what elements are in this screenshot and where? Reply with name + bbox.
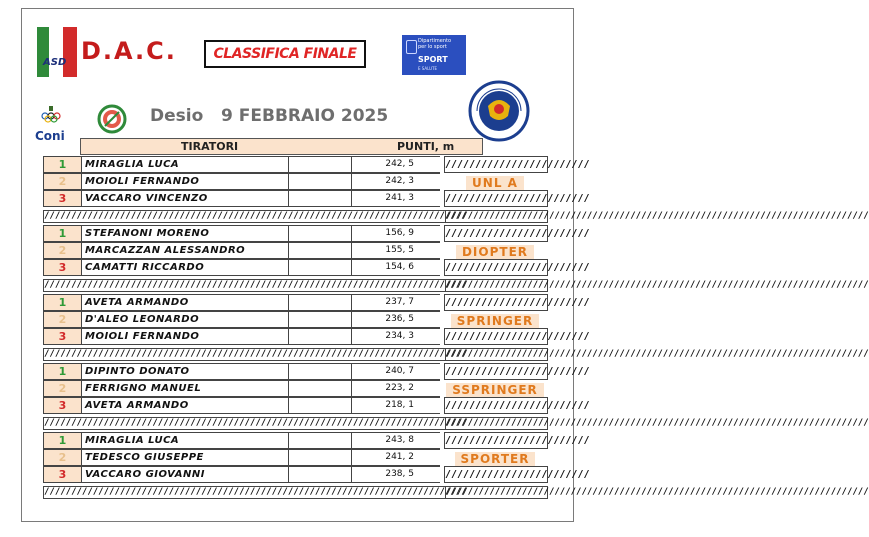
club-name: D.A.C. bbox=[81, 37, 177, 65]
category-name: DIOPTER bbox=[456, 245, 534, 259]
dip-line1: Dipartimento bbox=[418, 38, 452, 44]
header-punti: PUNTI, m bbox=[397, 140, 455, 153]
blank-cell bbox=[288, 260, 351, 275]
group-separator: ////////////////////////////////////////////////////////////////////////////// ////////////////////////////////////////////////////////////////////////////// bbox=[44, 418, 869, 428]
group-separator: ////////////////////////////////////////////////////////////////////////////// ////////////////////////////////////////////////////////////////////////////// bbox=[44, 349, 869, 359]
points-cell: 238, 5 bbox=[351, 467, 441, 482]
category-label bbox=[451, 382, 539, 397]
rank-cell: 2 bbox=[58, 244, 67, 257]
emblem-icon bbox=[406, 40, 417, 54]
dipartimento-sport-logo bbox=[402, 35, 466, 75]
points-cell: 155, 5 bbox=[351, 243, 441, 258]
table-row bbox=[43, 363, 440, 380]
coni-label: Coni bbox=[35, 129, 65, 143]
points-cell: 156, 9 bbox=[351, 226, 441, 241]
shooter-name: MARCAZZAN ALESSANDRO bbox=[81, 243, 288, 258]
rank-cell: 2 bbox=[58, 451, 67, 464]
category-label bbox=[451, 451, 539, 466]
shooter-name: MIRAGLIA LUCA bbox=[81, 157, 288, 172]
blank-cell bbox=[288, 364, 351, 379]
side-separator: //////////////////////// bbox=[444, 294, 548, 311]
rank-cell: 2 bbox=[58, 175, 67, 188]
side-separator: //////////////////////// bbox=[444, 432, 548, 449]
event-location: Desio bbox=[150, 106, 204, 126]
shooter-name: TEDESCO GIUSEPPE bbox=[81, 450, 288, 465]
shooter-name: AVETA ARMANDO bbox=[81, 398, 288, 413]
table-row bbox=[43, 432, 440, 449]
category-label bbox=[451, 313, 539, 328]
coni-logo bbox=[33, 106, 69, 142]
banner-title: CLASSIFICA FINALE bbox=[213, 46, 357, 62]
rank-cell: 1 bbox=[58, 158, 67, 171]
event-title bbox=[150, 106, 388, 126]
table-row bbox=[43, 449, 440, 466]
blank-cell bbox=[288, 398, 351, 413]
header-tiratori: TIRATORI bbox=[181, 140, 239, 153]
libertas-logo-icon bbox=[468, 80, 530, 142]
rank-cell: 3 bbox=[58, 261, 67, 274]
event-date: 9 FEBBRAIO 2025 bbox=[221, 106, 389, 126]
shooter-name: DIPINTO DONATO bbox=[81, 364, 288, 379]
points-cell: 237, 7 bbox=[351, 295, 441, 310]
category-name: UNL A bbox=[466, 176, 524, 190]
rank-cell: 3 bbox=[58, 192, 67, 205]
points-cell: 240, 7 bbox=[351, 364, 441, 379]
table-row bbox=[43, 328, 440, 345]
table-row bbox=[43, 259, 440, 276]
shooter-name: VACCARO GIOVANNI bbox=[81, 467, 288, 482]
category-label bbox=[451, 244, 539, 259]
blank-cell bbox=[288, 174, 351, 189]
rank-cell: 2 bbox=[58, 382, 67, 395]
category-group bbox=[43, 294, 590, 348]
points-cell: 243, 8 bbox=[351, 433, 441, 448]
asd-label: ASD bbox=[43, 57, 67, 68]
side-separator: //////////////////////// bbox=[444, 397, 548, 414]
dip-salute: E SALUTE bbox=[418, 66, 438, 71]
rank-cell: 3 bbox=[58, 468, 67, 481]
side-separator: //////////////////////// bbox=[444, 190, 548, 207]
table-row bbox=[43, 397, 440, 414]
rank-cell: 3 bbox=[58, 330, 67, 343]
points-cell: 242, 5 bbox=[351, 157, 441, 172]
points-cell: 218, 1 bbox=[351, 398, 441, 413]
points-cell: 236, 5 bbox=[351, 312, 441, 327]
dip-line2: per lo sport bbox=[418, 44, 447, 50]
group-separator: ////////////////////////////////////////////////////////////////////////////// ////////////////////////////////////////////////////////////////////////////// bbox=[44, 487, 869, 497]
points-cell: 241, 3 bbox=[351, 191, 441, 206]
side-separator: //////////////////////// bbox=[444, 225, 548, 242]
category-group bbox=[43, 363, 590, 417]
table-row bbox=[43, 190, 440, 207]
side-separator: //////////////////////// bbox=[444, 259, 548, 276]
category-name: SSPRINGER bbox=[446, 383, 544, 397]
group-separator: ////////////////////////////////////////////////////////////////////////////// ////////////////////////////////////////////////////////////////////////////// bbox=[44, 280, 869, 290]
banner-box bbox=[204, 40, 366, 68]
rank-cell: 1 bbox=[58, 365, 67, 378]
rank-cell: 2 bbox=[58, 313, 67, 326]
table-header bbox=[80, 138, 483, 155]
points-cell: 241, 2 bbox=[351, 450, 441, 465]
federation-logo-icon bbox=[97, 104, 127, 134]
side-separator: //////////////////////// bbox=[444, 328, 548, 345]
rank-cell: 3 bbox=[58, 399, 67, 412]
shooter-name: FERRIGNO MANUEL bbox=[81, 381, 288, 396]
points-cell: 234, 3 bbox=[351, 329, 441, 344]
shooter-name: CAMATTI RICCARDO bbox=[81, 260, 288, 275]
side-separator: //////////////////////// bbox=[444, 363, 548, 380]
category-group bbox=[43, 432, 590, 486]
rank-cell: 1 bbox=[58, 296, 67, 309]
dip-sport: SPORT bbox=[418, 55, 448, 64]
table-row bbox=[43, 380, 440, 397]
shooter-name: MOIOLI FERNANDO bbox=[81, 329, 288, 344]
group-separator: ////////////////////////////////////////////////////////////////////////////// ////////////////////////////////////////////////////////////////////////////// bbox=[44, 211, 869, 221]
blank-cell bbox=[288, 157, 351, 172]
blank-cell bbox=[288, 295, 351, 310]
blank-cell bbox=[288, 191, 351, 206]
points-cell: 154, 6 bbox=[351, 260, 441, 275]
category-label bbox=[451, 175, 539, 190]
tricolor-flag bbox=[37, 27, 77, 77]
table-row bbox=[43, 242, 440, 259]
category-name: SPORTER bbox=[455, 452, 536, 466]
dac-logo bbox=[37, 27, 177, 77]
shooter-name: AVETA ARMANDO bbox=[81, 295, 288, 310]
blank-cell bbox=[288, 450, 351, 465]
shooter-name: STEFANONI MORENO bbox=[81, 226, 288, 241]
table-row bbox=[43, 311, 440, 328]
category-group bbox=[43, 225, 590, 279]
blank-cell bbox=[288, 312, 351, 327]
shooter-name: D'ALEO LEONARDO bbox=[81, 312, 288, 327]
blank-cell bbox=[288, 226, 351, 241]
blank-cell bbox=[288, 467, 351, 482]
blank-cell bbox=[288, 381, 351, 396]
table-row bbox=[43, 466, 440, 483]
points-cell: 242, 3 bbox=[351, 174, 441, 189]
shooter-name: MOIOLI FERNANDO bbox=[81, 174, 288, 189]
table-row bbox=[43, 173, 440, 190]
blank-cell bbox=[288, 243, 351, 258]
category-name: SPRINGER bbox=[451, 314, 539, 328]
olympic-rings-icon bbox=[40, 106, 62, 124]
shooter-name: VACCARO VINCENZO bbox=[81, 191, 288, 206]
shooter-name: MIRAGLIA LUCA bbox=[81, 433, 288, 448]
side-separator: //////////////////////// bbox=[444, 156, 548, 173]
table-row bbox=[43, 156, 440, 173]
table-row bbox=[43, 225, 440, 242]
rank-cell: 1 bbox=[58, 434, 67, 447]
category-group bbox=[43, 156, 590, 210]
table-row bbox=[43, 294, 440, 311]
side-separator: //////////////////////// bbox=[444, 466, 548, 483]
blank-cell bbox=[288, 329, 351, 344]
points-cell: 223, 2 bbox=[351, 381, 441, 396]
blank-cell bbox=[288, 433, 351, 448]
rank-cell: 1 bbox=[58, 227, 67, 240]
